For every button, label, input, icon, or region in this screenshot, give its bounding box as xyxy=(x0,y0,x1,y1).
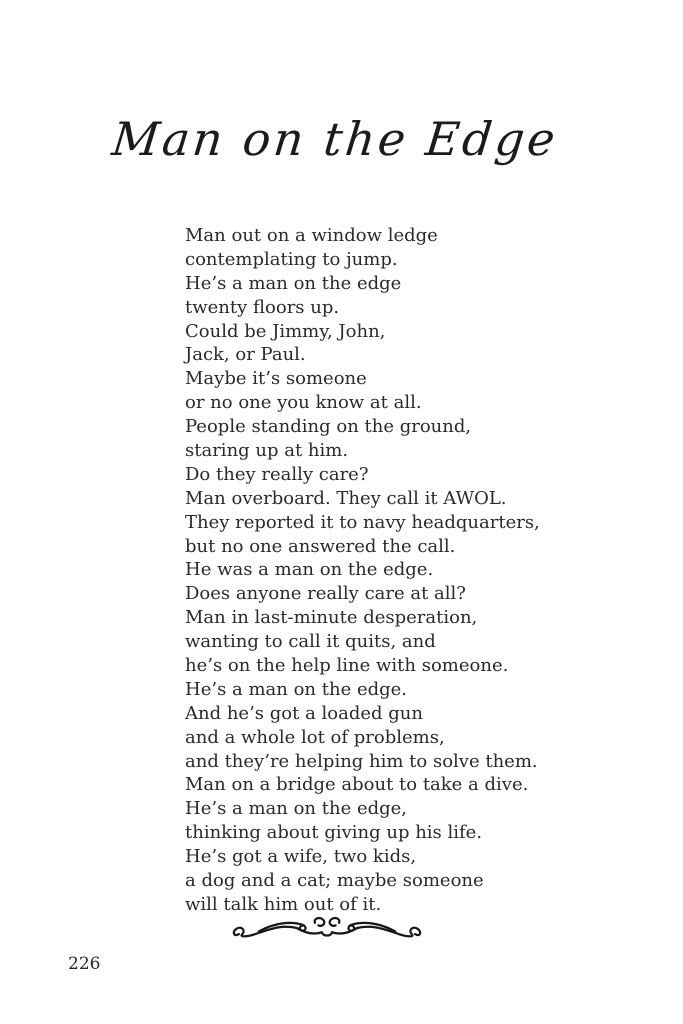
poem-line: thinking about giving up his life. xyxy=(185,822,483,844)
poem-line: and a whole lot of problems, xyxy=(185,726,445,748)
poem-line: wanting to call it quits, and xyxy=(185,631,436,653)
poem-line: Man overboard. They call it AWOL. xyxy=(185,487,507,509)
poem-line: will talk him out of it. xyxy=(185,893,382,915)
poem-line: but no one answered the call. xyxy=(185,535,456,557)
poem-line: a dog and a cat; maybe someone xyxy=(185,870,484,892)
scroll-flourish-divider-icon xyxy=(232,910,422,946)
page-number: 226 xyxy=(68,954,101,974)
poem-line: Man in last-minute desperation, xyxy=(185,607,478,629)
poem-line: He’s got a wife, two kids, xyxy=(185,846,417,868)
poem-line: he’s on the help line with someone. xyxy=(185,655,509,677)
poem-body xyxy=(185,224,540,917)
poem-line: or no one you know at all. xyxy=(185,392,422,414)
poem-line: He’s a man on the edge xyxy=(185,272,402,294)
poem-line: twenty floors up. xyxy=(185,296,340,318)
poem-line: Could be Jimmy, John, xyxy=(185,320,386,342)
poem-line: People standing on the ground, xyxy=(185,416,472,438)
poem-line: staring up at him. xyxy=(185,440,349,462)
poem-line: He’s a man on the edge. xyxy=(185,678,408,700)
poem-line: and they’re helping him to solve them. xyxy=(185,750,538,772)
poem-line: He was a man on the edge. xyxy=(185,559,434,581)
poem-line: Man on a bridge about to take a dive. xyxy=(185,774,529,796)
poem-line: Does anyone really care at all? xyxy=(185,583,466,605)
poem-title: Man on the Edge xyxy=(109,112,561,166)
poem-line: He’s a man on the edge, xyxy=(185,798,408,820)
poem-line: Man out on a window ledge xyxy=(185,225,438,246)
poem-line: Jack, or Paul. xyxy=(185,344,306,366)
poem-line: contemplating to jump. xyxy=(185,248,398,270)
poem-line: They reported it to navy headquarters, xyxy=(185,511,540,533)
poem-line: Maybe it’s someone xyxy=(185,368,367,390)
poem-line: And he’s got a loaded gun xyxy=(185,702,423,724)
poem-line: Do they really care? xyxy=(185,463,369,485)
